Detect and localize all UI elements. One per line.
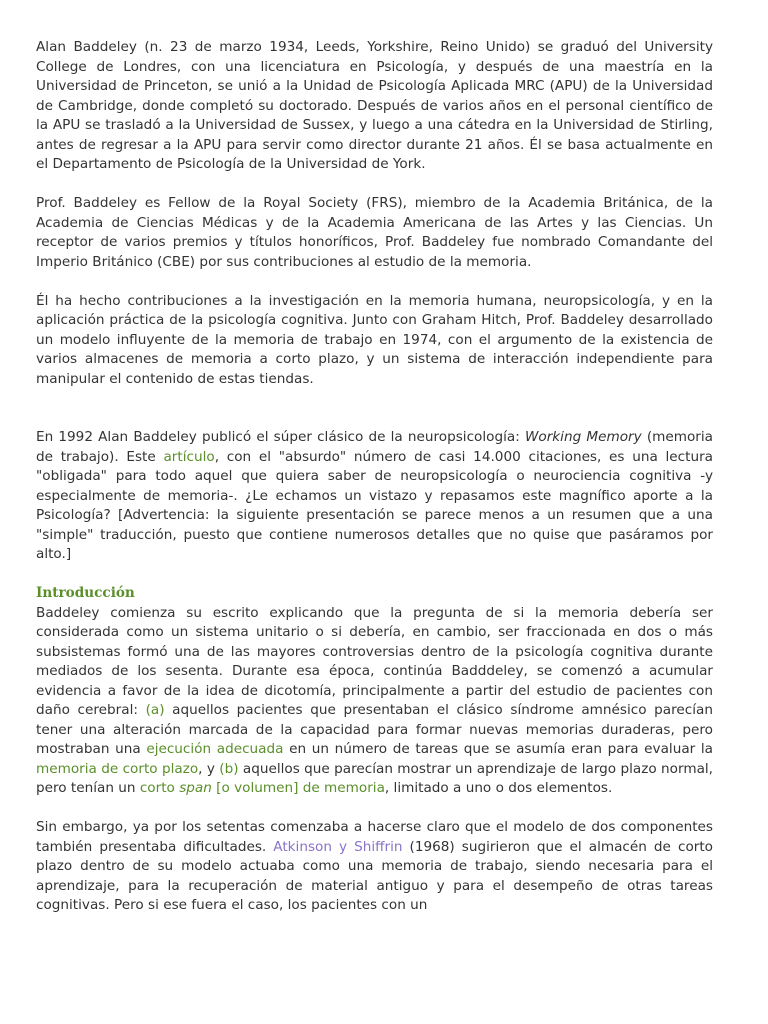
text-segment: , con el "absurdo" número de casi 14.000 citaciones, es una lectura "obligada" para todo aquel que quiera saber de neuropsicología o neurociencia cognitiva -y especialmente de memoria-. ¿Le echamos un vistazo y repasamos este magnífico aporte a la Psicología? [Advertencia: la siguiente presentación se parece menos a un resumen que a una "simple" traducción, puesto que contiene numerosos detalles que no quise que pasáramos por alto.] <box>36 448 713 562</box>
text-segment: En 1992 Alan Baddeley publicó el súper clásico de la neuropsicología: <box>36 429 525 445</box>
text-segment: aquellos que parecían mostrar un aprendizaje de largo plazo normal, pero tenían un <box>36 760 713 796</box>
text-segment: en un número de tareas que se asumía eran para evaluar la <box>283 741 713 757</box>
text-segment: Baddeley comienza su escrito explicando que la pregunta de si la memoria debería ser considerada como un sistema unitario o si debería, en cambio, ser fraccionada en dos o más subsistemas formó una de las mayores controversias dentro de la psicología cognitiva durante mediados de los sesenta. Durante esa época, continúa Badddeley, se comenzó a acumular evidencia a favor de la idea de dicotomía, principalmente a partir del estudio de pacientes con daño cerebral: <box>36 604 713 718</box>
link-a[interactable]: (a) <box>145 702 165 718</box>
section-heading-introduccion: Introducción <box>36 585 135 601</box>
text-segment: , limitado a uno o dos elementos. <box>384 780 613 796</box>
link-segment: corto <box>139 780 180 796</box>
link-memoria-corto-plazo[interactable]: memoria de corto plazo <box>36 760 199 777</box>
text-segment: (1968) sugirieron que el almacén de corto plazo dentro de su modelo actuaba como una memoria de trabajo, siendo necesaria para el aprendizaje, para la recuperación de material antiguo y para el desempeño de otras tareas cognitivas. Pero si ese fuera el caso, los pacientes con un <box>36 838 713 913</box>
introduccion-paragraph-2 <box>36 818 713 916</box>
link-ejecucion-adecuada[interactable]: ejecución adecuada <box>146 741 284 757</box>
link-segment: [o volumen] de memoria <box>211 780 385 796</box>
book-title: Working Memory <box>524 429 642 445</box>
article-body <box>36 38 713 916</box>
text-segment: , y <box>198 760 220 777</box>
link-corto-span[interactable] <box>140 780 385 796</box>
text-segment: (memoria de trabajo). Este <box>36 429 713 465</box>
bio-paragraph-3: Él ha hecho contribuciones a la investigación en la memoria humana, neuropsicología, y en la aplicación práctica de la psicología cognitiva. Junto con Graham Hitch, Prof. Baddeley desarrollado un modelo influyente de la memoria de trabajo en 1974, con el argumento de la existencia de varios almacenes de memoria a corto plazo, y un sistema de interacción independiente para manipular el contenido de estas tiendas. <box>36 292 713 387</box>
link-b[interactable]: (b) <box>219 760 239 777</box>
link-atkinson-shiffrin[interactable]: Atkinson y Shiffrin <box>273 838 403 855</box>
text-segment: aquellos pacientes que presentaban el clásico síndrome amnésico parecían tener una alteración marcada de la capacidad para formar nuevas memorias duraderas, pero mostraban una <box>36 702 713 757</box>
text-segment: Sin embargo, ya por los setentas comenzaba a hacerse claro que el modelo de dos componentes también presentaba dificultades. <box>36 819 713 855</box>
bio-paragraph-2: Prof. Baddeley es Fellow de la Royal Society (FRS), miembro de la Academia Británica, de la Academia de Ciencias Médicas y de la Academia Americana de las Artes y las Ciencias. Un receptor de varios premios y títulos honoríficos, Prof. Baddeley fue nombrado Comandante del Imperio Británico (CBE) por sus contribuciones al estudio de la memoria. <box>36 195 713 270</box>
link-articulo[interactable]: artículo <box>163 448 215 465</box>
introduccion-paragraph-1 <box>36 604 713 799</box>
intro-paragraph <box>36 428 713 565</box>
link-segment-italic: span <box>179 780 212 796</box>
bio-paragraph-1: Alan Baddeley (n. 23 de marzo 1934, Leeds, Yorkshire, Reino Unido) se graduó del University College de Londres, con una licenciatura en Psicología, y después de una maestría en la Universidad de Princeton, se unió a la Unidad de Psicología Aplicada MRC (APU) de la Universidad de Cambridge, donde completó su doctorado. Después de varios años en el personal científico de la APU se trasladó a la Universidad de Sussex, y luego a una cátedra en la Universidad de Stirling, antes de regresar a la APU para servir como director durante 21 años. Él se basa actualmente en el Departamento de Psicología de la Universidad de York. <box>36 39 713 172</box>
